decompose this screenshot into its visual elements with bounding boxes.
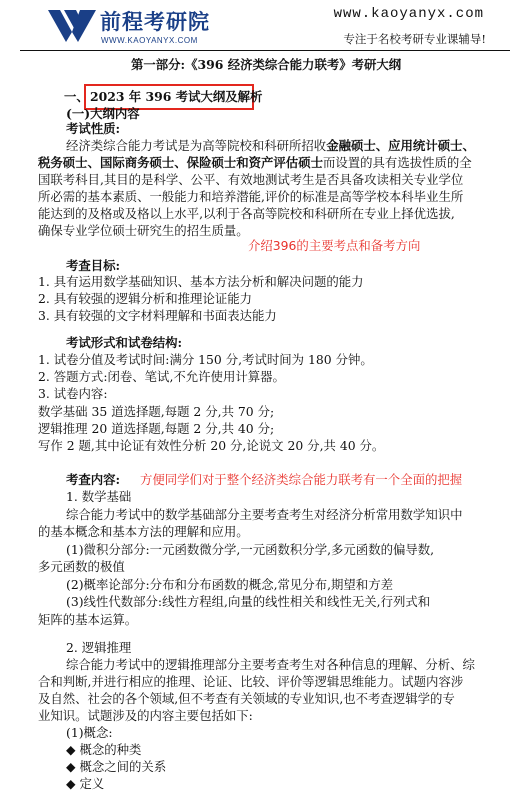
section-title-prefix: 一、: [64, 89, 89, 104]
diamond-bullet-icon: ◆: [66, 776, 76, 791]
concept-item: ◆ 概念的种类: [66, 742, 142, 757]
nature-line: [66, 138, 475, 154]
logic-line: 综合能力考试中的逻辑推理部分主要考查考生对各种信息的理解、分析、综: [66, 657, 475, 672]
format-line: 2. 答题方式:闭卷、笔试,不允许使用计算器。: [38, 369, 285, 384]
nature-heading: 考试性质:: [66, 121, 121, 136]
math-line: (3)线性代数部分:线性方程组,向量的线性相关和线性无关,行列式和: [66, 594, 431, 609]
nature-line: [38, 206, 455, 222]
format-heading: 考试形式和试卷结构:: [66, 335, 183, 350]
nature-text: 国联考科目,其目的是科学、公平、有效地测试考生是否具备攻读相关专业学位: [38, 172, 464, 187]
annotation-main-points: 介绍396的主要考点和备考方向: [248, 238, 421, 253]
degree-names: 税务硕士、国际商务硕士、保险硕士和资产评估硕士: [38, 155, 323, 170]
annotation-overview: 方便同学们对于整个经济类综合能力联考有一个全面的把握: [140, 472, 463, 487]
logic-heading: 2. 逻辑推理: [66, 640, 132, 655]
logic-line: 合和判断,并进行相应的推理、论证、比较、评价等逻辑思维能力。试题内容涉: [38, 674, 464, 689]
part-title: 第一部分:《396 经济类综合能力联考》考研大纲: [131, 57, 402, 72]
math-line: 的基本概念和基本方法的理解和应用。: [38, 524, 249, 539]
nature-text: 经济类综合能力考试是为高等院校和科研所招收: [66, 138, 327, 153]
logic-line: 及自然、社会的各个领域,但不考查有关领域的专业知识,也不考查逻辑学的专: [38, 691, 455, 706]
section-title: 2023 年 396 考试大纲及解析: [90, 89, 263, 104]
site-url[interactable]: www.kaoyanyx.com: [333, 6, 484, 22]
nature-line: [38, 155, 472, 171]
format-line: 数学基础 35 道选择题,每题 2 分,共 70 分;: [38, 404, 275, 419]
nature-text: 而设置的具有选拔性质的全: [322, 155, 472, 170]
math-line: 综合能力考试中的数学基础部分主要考查考生对经济分析常用数学知识中: [66, 507, 463, 522]
header-divider: [20, 50, 510, 51]
format-line: 写作 2 题,其中论证有效性分析 20 分,论说文 20 分,共 40 分。: [38, 438, 385, 453]
logo-name: 前程考研院: [100, 10, 210, 34]
logo-url: WWW.KAOYANYX.COM: [101, 36, 198, 45]
math-line: (2)概率论部分:分布和分布函数的概念,常见分布,期望和方差: [66, 577, 393, 592]
nature-text: 所必需的基本素质、一般能力和培养潜能,评价的标准是高等学校本科毕业生所: [38, 189, 464, 204]
math-line: 多元函数的极值: [38, 559, 125, 574]
format-line: 1. 试卷分值及考试时间:满分 150 分,考试时间为 180 分钟。: [38, 352, 373, 367]
nature-line: [38, 189, 463, 205]
logo-icon: [46, 6, 98, 46]
content-heading: 考查内容:: [66, 472, 121, 487]
logic-line: 业知识。试题涉及的内容主要包括如下:: [38, 708, 253, 723]
format-line: 逻辑推理 20 道选择题,每题 2 分,共 40 分;: [38, 421, 275, 436]
diamond-bullet-icon: ◆: [66, 742, 76, 757]
concept-item: ◆ 定义: [66, 776, 105, 791]
nature-text: 能达到的及格或及格以上水平,以利于各高等院校和科研所在专业上择优选拔,: [38, 206, 455, 221]
degree-names: 金融硕士、应用统计硕士、: [326, 138, 475, 153]
math-line: 矩阵的基本运算。: [38, 612, 138, 627]
nature-text: 确保专业学位硕士研究生的招生质量。: [38, 223, 249, 238]
sub-title: (一)大纲内容: [66, 106, 140, 121]
nature-line: [38, 172, 463, 188]
objective-item: 3. 具有较强的文字材料理解和书面表达能力: [38, 308, 277, 323]
objective-item: 2. 具有较强的逻辑分析和推理论证能力: [38, 291, 253, 306]
concept-item: ◆ 概念之间的关系: [66, 759, 167, 774]
format-line: 3. 试卷内容:: [38, 386, 108, 401]
diamond-bullet-icon: ◆: [66, 759, 76, 774]
page-header: [0, 0, 526, 52]
slogan: 专注于名校考研专业课辅导!: [343, 32, 486, 46]
logic-line: (1)概念:: [66, 725, 113, 740]
objectives-heading: 考查目标:: [66, 258, 121, 273]
math-heading: 1. 数学基础: [66, 489, 132, 504]
nature-line: [38, 223, 249, 239]
math-line: (1)微积分部分:一元函数微分学,一元函数积分学,多元函数的偏导数,: [66, 542, 435, 557]
objective-item: 1. 具有运用数学基础知识、基本方法分析和解决问题的能力: [38, 274, 364, 289]
